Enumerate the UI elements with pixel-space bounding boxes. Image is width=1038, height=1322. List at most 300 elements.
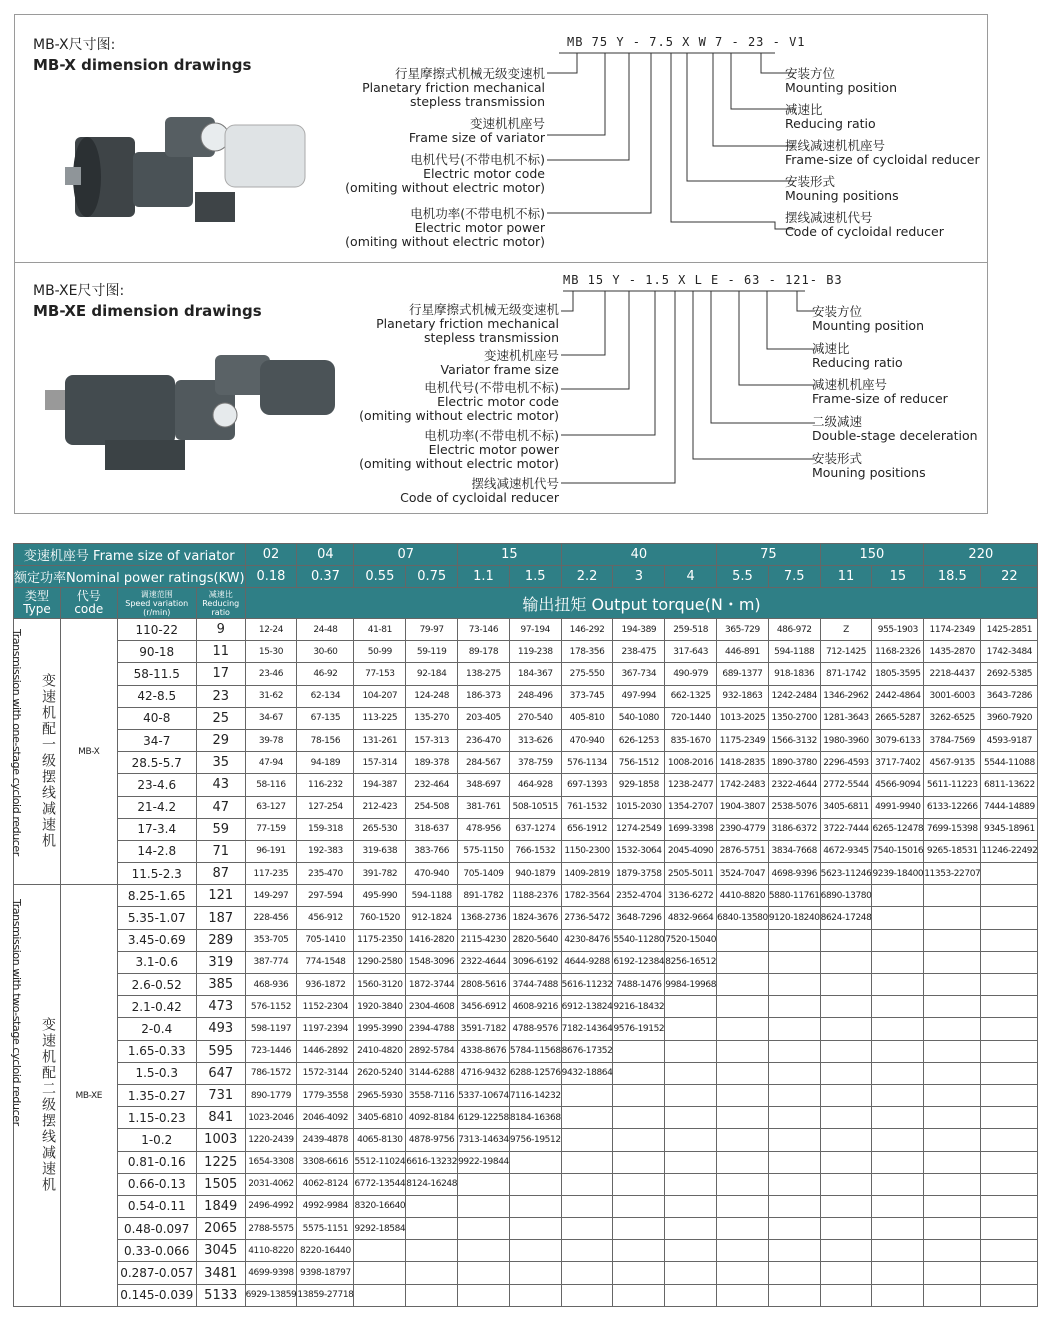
torque-cell bbox=[717, 929, 769, 951]
torque-cell: 835-1670 bbox=[665, 729, 717, 751]
torque-cell: 1699-3398 bbox=[665, 818, 717, 840]
torque-cell: 97-194 bbox=[509, 619, 561, 641]
torque-cell: 3960-7920 bbox=[981, 707, 1038, 729]
torque-cell bbox=[872, 1129, 924, 1151]
torque-cell bbox=[613, 1107, 665, 1129]
torque-cell: 131-261 bbox=[354, 729, 406, 751]
torque-cell: 6840-13580 bbox=[717, 907, 769, 929]
mbx-label-transmission-en2: stepless transmission bbox=[409, 94, 545, 109]
torque-cell: 2736-5472 bbox=[561, 907, 613, 929]
torque-cell: 3405-6810 bbox=[354, 1107, 406, 1129]
torque-cell: 5880-11761 bbox=[768, 885, 820, 907]
torque-cell bbox=[665, 1284, 717, 1306]
torque-cell: 1197-2394 bbox=[297, 1018, 354, 1040]
torque-cell: 2410-4820 bbox=[354, 1040, 406, 1062]
mbx-label-motor-power-en2: (omiting without electric motor) bbox=[345, 234, 545, 249]
torque-cell: 6912-13824 bbox=[561, 996, 613, 1018]
mbx-label-mounting-position-zh: 安装方位 bbox=[785, 66, 836, 81]
table-row bbox=[14, 1195, 1038, 1217]
mbxe-label-mounting-position bbox=[812, 305, 924, 333]
speed-range-cell: 0.145-0.039 bbox=[117, 1284, 196, 1306]
reducing-ratio-cell: 319 bbox=[196, 951, 245, 973]
mbx-label-mounting-position-en: Mounting position bbox=[785, 80, 897, 95]
torque-cell bbox=[924, 1195, 981, 1217]
torque-cell: 2820-5640 bbox=[509, 929, 561, 951]
torque-cell: 760-1520 bbox=[354, 907, 406, 929]
table-row bbox=[14, 796, 1038, 818]
torque-cell: 486-972 bbox=[768, 619, 820, 641]
speed-range-cell: 3.1-0.6 bbox=[117, 951, 196, 973]
torque-cell: 936-1872 bbox=[297, 974, 354, 996]
torque-cell bbox=[561, 1107, 613, 1129]
torque-cell bbox=[561, 1195, 613, 1217]
table-row bbox=[14, 641, 1038, 663]
reducing-ratio-cell: 47 bbox=[196, 796, 245, 818]
torque-cell bbox=[768, 974, 820, 996]
torque-cell: 2892-5784 bbox=[406, 1040, 458, 1062]
torque-cell: 228-456 bbox=[245, 907, 297, 929]
table-row bbox=[14, 619, 1038, 641]
torque-cell bbox=[872, 885, 924, 907]
torque-cell: 1446-2892 bbox=[297, 1040, 354, 1062]
torque-cell bbox=[768, 1240, 820, 1262]
torque-cell bbox=[924, 885, 981, 907]
torque-cell: 238-475 bbox=[613, 641, 665, 663]
torque-cell: 1572-3144 bbox=[297, 1062, 354, 1084]
torque-cell: 2046-4092 bbox=[297, 1107, 354, 1129]
torque-cell bbox=[665, 1018, 717, 1040]
table-header-frame-row bbox=[14, 544, 1038, 566]
torque-cell: 1023-2046 bbox=[245, 1107, 297, 1129]
torque-cell: 3717-7402 bbox=[872, 752, 924, 774]
torque-cell bbox=[924, 996, 981, 1018]
reducing-ratio-cell: 731 bbox=[196, 1084, 245, 1106]
table-row bbox=[14, 974, 1038, 996]
torque-cell: 2620-5240 bbox=[354, 1062, 406, 1084]
torque-cell: 5784-11568 bbox=[509, 1040, 561, 1062]
torque-cell: 235-470 bbox=[297, 863, 354, 885]
power-rating-cell: 0.18 bbox=[245, 566, 297, 588]
torque-cell: 2788-5575 bbox=[245, 1218, 297, 1240]
torque-cell bbox=[768, 1173, 820, 1195]
torque-cell: 456-912 bbox=[297, 907, 354, 929]
torque-cell: 353-705 bbox=[245, 929, 297, 951]
torque-cell: 7182-14364 bbox=[561, 1018, 613, 1040]
table-row bbox=[14, 729, 1038, 751]
torque-cell: 259-518 bbox=[665, 619, 717, 641]
torque-cell: 1742-3484 bbox=[981, 641, 1038, 663]
speed-range-cell: 0.287-0.057 bbox=[117, 1262, 196, 1284]
torque-cell: 46-92 bbox=[297, 663, 354, 685]
torque-cell: 3186-6372 bbox=[768, 818, 820, 840]
mbxe-label-motor-power-en1: Electric motor power bbox=[428, 442, 559, 457]
mbx-type-en: Transmission with one-stage cycloid reducer bbox=[10, 629, 23, 857]
torque-cell: 383-766 bbox=[406, 840, 458, 862]
torque-cell bbox=[354, 1284, 406, 1306]
torque-cell bbox=[872, 1151, 924, 1173]
torque-cell bbox=[924, 1018, 981, 1040]
mbxe-label-reducing-ratio-en: Reducing ratio bbox=[812, 355, 903, 370]
torque-cell bbox=[354, 1240, 406, 1262]
torque-cell bbox=[665, 1151, 717, 1173]
torque-cell bbox=[820, 1284, 872, 1306]
torque-cell: 1150-2300 bbox=[561, 840, 613, 862]
torque-cell: 1238-2477 bbox=[665, 774, 717, 796]
torque-cell: 4230-8476 bbox=[561, 929, 613, 951]
torque-cell: 4716-9432 bbox=[458, 1062, 510, 1084]
torque-cell: 317-643 bbox=[665, 641, 717, 663]
torque-cell: 212-423 bbox=[354, 796, 406, 818]
torque-cell: 594-1188 bbox=[406, 885, 458, 907]
power-rating-cell: 3 bbox=[613, 566, 665, 588]
torque-cell: 58-116 bbox=[245, 774, 297, 796]
torque-cell bbox=[613, 1240, 665, 1262]
reducing-ratio-cell: 841 bbox=[196, 1107, 245, 1129]
torque-cell bbox=[981, 1018, 1038, 1040]
mbxe-label-frame bbox=[441, 349, 559, 377]
torque-cell: 576-1134 bbox=[561, 752, 613, 774]
torque-cell: 2665-5287 bbox=[872, 707, 924, 729]
torque-cell bbox=[924, 1262, 981, 1284]
torque-cell bbox=[561, 1129, 613, 1151]
speed-range-cell: 8.25-1.65 bbox=[117, 885, 196, 907]
power-rating-cell: 0.55 bbox=[354, 566, 406, 588]
torque-cell bbox=[872, 929, 924, 951]
table-row bbox=[14, 840, 1038, 862]
table-row bbox=[14, 863, 1038, 885]
mbx-label-frame-zh: 变速机机座号 bbox=[469, 116, 545, 131]
torque-cell bbox=[981, 996, 1038, 1018]
torque-cell: 2115-4230 bbox=[458, 929, 510, 951]
torque-cell: 6616-13232 bbox=[406, 1151, 458, 1173]
mbx-label-reducer-frame-zh: 摆线减速机机座号 bbox=[785, 138, 886, 153]
mbxe-type-zh: 变速机配二级摆线减速机 bbox=[40, 1016, 56, 1193]
torque-cell: 119-238 bbox=[509, 641, 561, 663]
torque-cell bbox=[613, 1262, 665, 1284]
mbx-title-en: MB-X dimension drawings bbox=[33, 56, 252, 74]
torque-cell: 637-1274 bbox=[509, 818, 561, 840]
torque-cell: 712-1425 bbox=[820, 641, 872, 663]
torque-cell: 5540-11280 bbox=[613, 929, 665, 951]
torque-cell: 59-119 bbox=[406, 641, 458, 663]
mbx-label-motor-code bbox=[345, 153, 545, 195]
torque-cell: 1008-2016 bbox=[665, 752, 717, 774]
torque-cell: 9922-19844 bbox=[458, 1151, 510, 1173]
torque-cell: 705-1409 bbox=[458, 863, 510, 885]
torque-cell: 3648-7296 bbox=[613, 907, 665, 929]
speed-range-cell: 2-0.4 bbox=[117, 1018, 196, 1040]
torque-cell bbox=[768, 1040, 820, 1062]
torque-cell bbox=[872, 907, 924, 929]
torque-cell: 203-405 bbox=[458, 707, 510, 729]
mbx-label-frame bbox=[409, 117, 545, 145]
torque-cell: 932-1863 bbox=[717, 685, 769, 707]
torque-cell: 1872-3744 bbox=[406, 974, 458, 996]
torque-cell: 890-1779 bbox=[245, 1084, 297, 1106]
torque-cell: 598-1197 bbox=[245, 1018, 297, 1040]
torque-cell: 8676-17352 bbox=[561, 1040, 613, 1062]
torque-cell: 265-530 bbox=[354, 818, 406, 840]
torque-cell: 124-248 bbox=[406, 685, 458, 707]
torque-cell bbox=[820, 1062, 872, 1084]
torque-cell: 470-940 bbox=[561, 729, 613, 751]
torque-cell bbox=[981, 974, 1038, 996]
speed-range-cell: 1-0.2 bbox=[117, 1129, 196, 1151]
mbx-label-reducer-frame bbox=[785, 139, 980, 167]
torque-cell: 5575-1151 bbox=[297, 1218, 354, 1240]
speed-range-cell: 34-7 bbox=[117, 729, 196, 751]
torque-cell: 508-10515 bbox=[509, 796, 561, 818]
power-rating-cell: 1.5 bbox=[509, 566, 561, 588]
torque-cell: 77-153 bbox=[354, 663, 406, 685]
torque-cell bbox=[717, 1195, 769, 1217]
mbxe-label-double-stage-zh: 二级减速 bbox=[812, 414, 863, 429]
torque-cell bbox=[820, 1218, 872, 1240]
mbxe-title-en: MB-XE dimension drawings bbox=[33, 302, 262, 320]
torque-cell: 367-734 bbox=[613, 663, 665, 685]
torque-cell: 575-1150 bbox=[458, 840, 510, 862]
power-rating-cell: 2.2 bbox=[561, 566, 613, 588]
torque-cell: 135-270 bbox=[406, 707, 458, 729]
torque-cell bbox=[406, 1218, 458, 1240]
torque-cell: 4062-8124 bbox=[297, 1173, 354, 1195]
torque-cell: 2442-4864 bbox=[872, 685, 924, 707]
torque-cell bbox=[406, 1195, 458, 1217]
torque-cell: 1995-3990 bbox=[354, 1018, 406, 1040]
torque-cell bbox=[665, 1262, 717, 1284]
frame-size-header: 变速机座号 Frame size of variator bbox=[14, 544, 246, 566]
torque-cell: 6288-12576 bbox=[509, 1062, 561, 1084]
torque-cell: 3079-6133 bbox=[872, 729, 924, 751]
torque-cell: 39-78 bbox=[245, 729, 297, 751]
torque-cell bbox=[665, 1173, 717, 1195]
mbxe-label-reducer-frame-zh: 减速机机座号 bbox=[812, 377, 888, 392]
torque-cell bbox=[458, 1262, 510, 1284]
torque-cell: 8624-17248 bbox=[820, 907, 872, 929]
speed-range-cell: 2.1-0.42 bbox=[117, 996, 196, 1018]
reducing-ratio-cell: 87 bbox=[196, 863, 245, 885]
torque-cell: 254-508 bbox=[406, 796, 458, 818]
torque-cell bbox=[924, 1151, 981, 1173]
torque-cell bbox=[613, 1129, 665, 1151]
torque-cell: 186-373 bbox=[458, 685, 510, 707]
torque-spec-table bbox=[10, 543, 1038, 1307]
torque-cell: 2031-4062 bbox=[245, 1173, 297, 1195]
torque-cell: 313-626 bbox=[509, 729, 561, 751]
torque-cell: 1824-3676 bbox=[509, 907, 561, 929]
torque-cell bbox=[981, 1129, 1038, 1151]
torque-cell: 723-1446 bbox=[245, 1040, 297, 1062]
torque-cell: 104-207 bbox=[354, 685, 406, 707]
reducing-ratio-cell: 493 bbox=[196, 1018, 245, 1040]
reducing-ratio-cell: 25 bbox=[196, 707, 245, 729]
torque-cell: 891-1782 bbox=[458, 885, 510, 907]
mbxe-label-motor-power bbox=[359, 429, 559, 471]
torque-cell bbox=[924, 907, 981, 929]
reducing-ratio-cell: 187 bbox=[196, 907, 245, 929]
torque-cell bbox=[613, 1173, 665, 1195]
torque-cell: 138-275 bbox=[458, 663, 510, 685]
mbxe-label-mounting-form-en: Mouning positions bbox=[812, 465, 926, 480]
torque-cell bbox=[820, 996, 872, 1018]
torque-cell: 7699-15398 bbox=[924, 818, 981, 840]
mbxe-label-mounting-form-zh: 安装形式 bbox=[812, 451, 863, 466]
mbx-label-motor-code-zh: 电机代号(不带电机不标) bbox=[410, 152, 545, 167]
reducing-ratio-cell: 9 bbox=[196, 619, 245, 641]
torque-cell bbox=[820, 1018, 872, 1040]
table-row bbox=[14, 1240, 1038, 1262]
torque-cell bbox=[872, 1240, 924, 1262]
torque-cell: 149-297 bbox=[245, 885, 297, 907]
power-rating-cell: 7.5 bbox=[768, 566, 820, 588]
output-torque-header: 输出扭矩 Output torque(N・m) bbox=[245, 588, 1038, 619]
torque-cell: 9216-18432 bbox=[613, 996, 665, 1018]
torque-cell: 4832-9664 bbox=[665, 907, 717, 929]
torque-cell: 4644-9288 bbox=[561, 951, 613, 973]
torque-cell: 4110-8220 bbox=[245, 1240, 297, 1262]
torque-cell: 9576-19152 bbox=[613, 1018, 665, 1040]
torque-cell: 1532-3064 bbox=[613, 840, 665, 862]
torque-cell: 3136-6272 bbox=[665, 885, 717, 907]
torque-cell: 348-697 bbox=[458, 774, 510, 796]
torque-cell bbox=[561, 1151, 613, 1173]
torque-cell: 9120-18240 bbox=[768, 907, 820, 929]
torque-cell: 5611-11223 bbox=[924, 774, 981, 796]
torque-cell bbox=[924, 951, 981, 973]
torque-cell: 63-127 bbox=[245, 796, 297, 818]
torque-cell: 275-550 bbox=[561, 663, 613, 685]
torque-cell: 2876-5751 bbox=[717, 840, 769, 862]
frame-size-cell: 75 bbox=[717, 544, 821, 566]
torque-cell: 1350-2700 bbox=[768, 707, 820, 729]
torque-cell: 13859-27718 bbox=[297, 1284, 354, 1306]
torque-cell: 3643-7286 bbox=[981, 685, 1038, 707]
reducing-ratio-cell: 11 bbox=[196, 641, 245, 663]
reducing-ratio-cell: 71 bbox=[196, 840, 245, 862]
reducing-ratio-cell: 1505 bbox=[196, 1173, 245, 1195]
mbxe-type-cell bbox=[10, 885, 61, 1307]
torque-cell: 9239-18400 bbox=[872, 863, 924, 885]
torque-cell: 2352-4704 bbox=[613, 885, 665, 907]
mbx-title-zh: MB-X尺寸图: bbox=[33, 37, 116, 53]
torque-cell bbox=[981, 1151, 1038, 1173]
torque-cell: 774-1548 bbox=[297, 951, 354, 973]
torque-cell: 955-1903 bbox=[872, 619, 924, 641]
table-row bbox=[14, 1107, 1038, 1129]
torque-cell bbox=[509, 1284, 561, 1306]
table-header-power-row bbox=[14, 566, 1038, 588]
reducing-ratio-cell: 2065 bbox=[196, 1218, 245, 1240]
mbxe-label-reducer-frame-en: Frame-size of reducer bbox=[812, 391, 948, 406]
torque-cell bbox=[981, 1218, 1038, 1240]
torque-cell: 6192-12384 bbox=[613, 951, 665, 973]
torque-cell: 8124-16248 bbox=[406, 1173, 458, 1195]
torque-cell: 2322-4644 bbox=[458, 951, 510, 973]
torque-cell: 6265-12478 bbox=[872, 818, 924, 840]
torque-cell bbox=[981, 929, 1038, 951]
torque-cell: 5623-11246 bbox=[820, 863, 872, 885]
torque-cell bbox=[613, 1084, 665, 1106]
torque-cell bbox=[717, 1218, 769, 1240]
type-header: 类型 Type bbox=[14, 588, 61, 619]
table-row bbox=[14, 1040, 1038, 1062]
mbx-label-motor-code-en2: (omiting without electric motor) bbox=[345, 180, 545, 195]
torque-cell: 24-48 bbox=[297, 619, 354, 641]
speed-range-cell: 0.33-0.066 bbox=[117, 1240, 196, 1262]
mbxe-dimension-panel bbox=[14, 262, 988, 514]
torque-cell bbox=[872, 1218, 924, 1240]
torque-cell: 9432-18864 bbox=[561, 1062, 613, 1084]
torque-cell bbox=[717, 1018, 769, 1040]
mbx-label-transmission-en1: Planetary friction mechanical bbox=[362, 80, 545, 95]
torque-cell: 297-594 bbox=[297, 885, 354, 907]
torque-cell: 8184-16368 bbox=[509, 1107, 561, 1129]
reducing-ratio-cell: 1225 bbox=[196, 1151, 245, 1173]
torque-cell: 3784-7569 bbox=[924, 729, 981, 751]
torque-cell: 1220-2439 bbox=[245, 1129, 297, 1151]
torque-cell: 464-928 bbox=[509, 774, 561, 796]
torque-cell: 6811-13622 bbox=[981, 774, 1038, 796]
table-row bbox=[14, 1173, 1038, 1195]
torque-cell: 8320-16640 bbox=[354, 1195, 406, 1217]
torque-cell bbox=[768, 1084, 820, 1106]
torque-cell: 705-1410 bbox=[297, 929, 354, 951]
reducing-ratio-cell: 1003 bbox=[196, 1129, 245, 1151]
torque-cell: 9398-18797 bbox=[297, 1262, 354, 1284]
torque-cell bbox=[768, 1195, 820, 1217]
torque-cell: 626-1253 bbox=[613, 729, 665, 751]
torque-cell bbox=[768, 1062, 820, 1084]
reducing-ratio-cell: 1849 bbox=[196, 1195, 245, 1217]
power-rating-cell: 22 bbox=[981, 566, 1038, 588]
torque-cell bbox=[717, 951, 769, 973]
mbxe-label-mounting-position-zh: 安装方位 bbox=[812, 304, 863, 319]
torque-cell bbox=[981, 863, 1038, 885]
torque-cell bbox=[981, 1240, 1038, 1262]
mbxe-label-mounting-position-en: Mounting position bbox=[812, 318, 924, 333]
torque-cell: 1779-3558 bbox=[297, 1084, 354, 1106]
mbx-type-cell bbox=[10, 619, 61, 885]
mbxe-label-reducing-ratio bbox=[812, 342, 903, 370]
torque-cell bbox=[981, 1284, 1038, 1306]
frame-size-cell: 220 bbox=[924, 544, 1038, 566]
torque-cell bbox=[509, 1240, 561, 1262]
table-header-columns-row bbox=[14, 588, 1038, 619]
torque-cell: 1904-3807 bbox=[717, 796, 769, 818]
table-row bbox=[14, 752, 1038, 774]
torque-cell bbox=[665, 1084, 717, 1106]
mbxe-label-motor-code bbox=[359, 381, 559, 423]
torque-cell: 2045-4090 bbox=[665, 840, 717, 862]
torque-cell: 184-367 bbox=[509, 663, 561, 685]
torque-cell bbox=[717, 974, 769, 996]
torque-cell bbox=[820, 1240, 872, 1262]
torque-cell: 236-470 bbox=[458, 729, 510, 751]
torque-cell bbox=[354, 1262, 406, 1284]
torque-cell: 284-567 bbox=[458, 752, 510, 774]
torque-cell: 381-761 bbox=[458, 796, 510, 818]
torque-cell: 4338-8676 bbox=[458, 1040, 510, 1062]
mbx-label-motor-power bbox=[345, 207, 545, 249]
torque-cell: 4672-9345 bbox=[820, 840, 872, 862]
mbx-label-reducer-code bbox=[785, 211, 944, 239]
torque-cell: 662-1325 bbox=[665, 685, 717, 707]
mbxe-model-code: MB 15 Y - 1.5 X L E - 63 - 121- B3 bbox=[563, 273, 843, 287]
reducing-ratio-cell: 29 bbox=[196, 729, 245, 751]
torque-cell: 1015-2030 bbox=[613, 796, 665, 818]
torque-cell: 1435-2870 bbox=[924, 641, 981, 663]
torque-cell: 78-156 bbox=[297, 729, 354, 751]
